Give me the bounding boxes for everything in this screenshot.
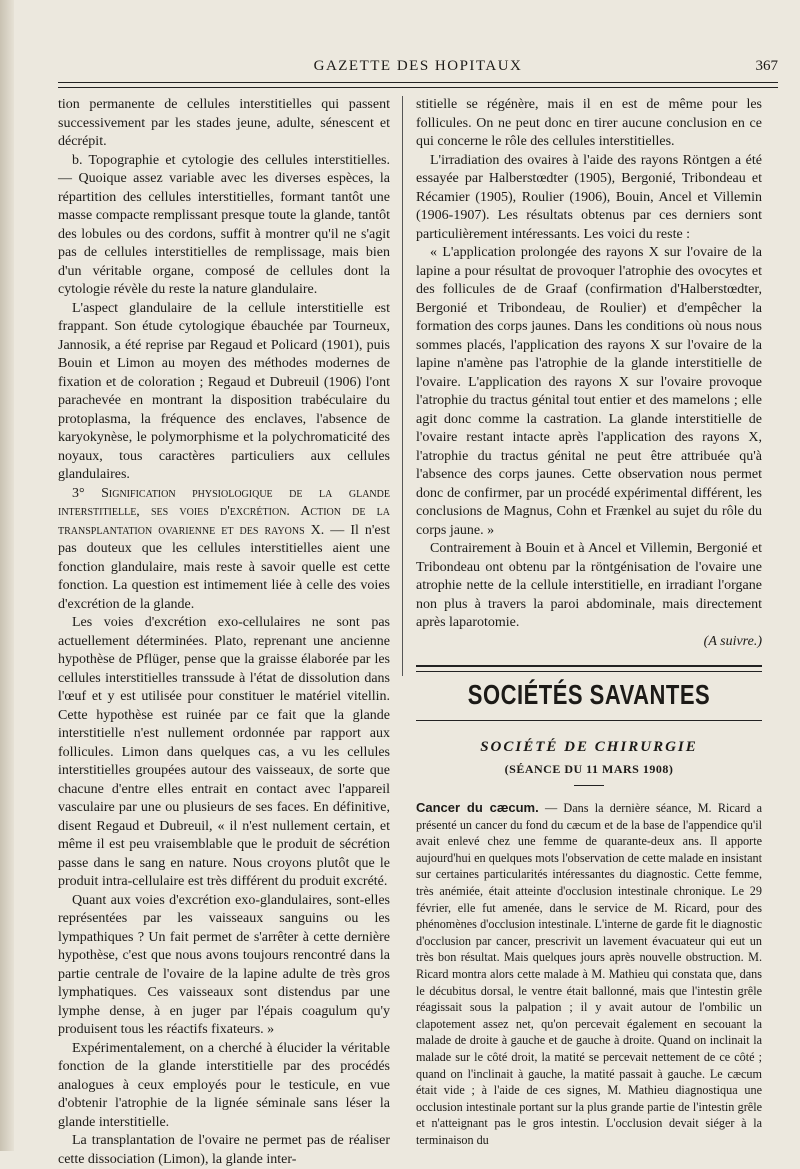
section-rule: [416, 665, 762, 672]
report-body: — Dans la dernière séance, M. Ricard a présenté un cancer du fond du cæcum et de la base de l'appendice qu'il avait enlevé chez une femme de quarante-deux ans. Il apporte aujourd'hui en quelques mots l'observation de cette malade en insistant sur certaines particularités intéressantes du diagnostic. Cette femme, très anémiée, était atteinte d'occlusion intestinale chronique. Le 29 février, elle fut amenée, dans le service de M. Ricard, pour des phénomènes d'occlusion intestinale. L'interne de garde fit le diagnostic d'occlusion par cancer, prescrivit un lavement évacuateur qui eut un très bon résultat. Mais quelques jours après nouvelle obstruction. M. Ricard montra alors cette malade à M. Mathieu qui constata que, dans le décubitus dorsal, le ventre était ballonné, mais que l'intestin grêle réagissait sous la palpation ; il y avait autour de l'ombilic un clapotement assez net, qu'on percevait également en secouant la malade de droite à gauche et de gauche à droite. Quand on inclinait la malade sur le côté droit, la matité se percevait nettement de ce côté ; quand on l'inclinait à gauche, la matité passait à gauche. Le cæcum était vide ; à l'aide de ces signes, M. Mathieu diagnostiqua une occlusion intestinale portant sur la plus grande partie de l'intestin grêle et n'atteignant pas le gros intestin. L'occlusion devait siéger à la terminaison du: [416, 801, 762, 1147]
page-binding-edge: [0, 0, 14, 1151]
section-rule-thin: [416, 720, 762, 721]
section-body: — Il n'est pas douteux que les cellules interstitielles aient une fonction glandulaire, mais reste à savoir quelle est cette fonction. La question est intimement liée à celle des voies d'excrétion de la glande.: [58, 522, 390, 612]
running-header: [58, 58, 778, 80]
paragraph: tion permanente de cellules interstitielles qui passent successivement par les stades jeune, adulte, sénescent et décrépit.: [58, 97, 390, 149]
report-title: Cancer du cæcum.: [416, 800, 539, 815]
left-column: [58, 96, 390, 1167]
short-divider: [574, 785, 604, 786]
section-heading: 3° Signification physiologique de la glande interstitielle, ses voies d'excrétion. Action de la transplantation ovarienne et des rayons X.: [58, 485, 390, 538]
paragraph: Quant aux voies d'excrétion exo-glandulaires, sont-elles représentées par les vaisseaux sanguins ou les lympathiques ? Un fait permet de s'arrêter à cette dernière hypothèse, c'est que nous avons toujours rencontré dans la partie centrale de l'ovaire de la lapine adulte de très gros lymphatiques. Ces vaisseaux sont distendus par une lymphe dense, à en juger par l'épais coagulum qu'y produisent tous les réactifs fixateurs. »: [58, 892, 390, 1037]
paragraph: L'aspect glandulaire de la cellule interstitielle est frappant. Son étude cytologique ébauchée par Tourneux, Jannosik, a été reprise par Regaud et Policard (1901), puis Bouin et Limon au moyen des méthodes modernes de fixation et de coloration ; Regaud et Dubreuil (1906) l'ont parachevée en montrant la disposition trabéculaire du protoplasma, la fréquence des enclaves, l'absence de karyokynèse, le polymorphisme et la polychromaticité des noyaux, tous caractères particuliers aux cellules glandulaires.: [58, 300, 390, 482]
paragraph: Contrairement à Bouin et à Ancel et Villemin, Bergonié et Tribondeau ont obtenu par la röntgénisation de l'ovaire une atrophie nette de la cellule interstitielle, en irradiant l'organe non plus à travers la paroi abdominale, mais directement après laparotomie.: [416, 541, 762, 630]
report-paragraph: [416, 800, 762, 1148]
societies-heading: SOCIÉTÉS SAVANTES: [467, 678, 711, 710]
paragraph: Expérimentalement, on a cherché à élucider la véritable fonction de la glande interstitielle par des procédés analogues à ceux employés pour le testicule, en vue d'obtenir l'atrophie de la lignée séminale sans léser la glande interstitielle.: [58, 1040, 390, 1130]
paragraph: stitielle se régénère, mais il en est de même pour les follicules. On ne peut donc en tirer aucune conclusion en ce qui concerne le rôle des cellules interstitielles.: [416, 97, 762, 149]
section-paragraph: [58, 485, 390, 615]
session-date: (SÉANCE DU 11 MARS 1908): [504, 762, 674, 776]
paragraph: « L'application prolongée des rayons X sur l'ovaire de la lapine a pour résultat de provoquer l'atrophie des ovocytes et des follicules de de Graaf (confirmation d'Halberstœdter, Bergonié et Tribondeau, de Roulier) et d'empêcher la formation des corps jaunes. Dans les conditions où nous nous sommes placés, l'application des rayons X sur l'ovaire de la lapine n'amène pas l'atrophie de la glande interstitielle de l'ovaire. L'application des rayons X sur l'ovaire provoque l'atrophie du tractus génital tout entier et des mamelons ; elle agit donc comme la castration. La glande interstitielle de l'ovaire restant intacte après l'application des rayons X, l'atrophie du tractus génital ne peut être attribuée qu'à l'absence des corps jaunes. Cette observation nous permet donc de confirmer, par un procédé expérimental différent, les conclusions de Magnus, Cohn et Frænkel au sujet du rôle du corps jaune. »: [416, 245, 762, 538]
right-column: [416, 96, 762, 1146]
paragraph: Les voies d'excrétion exo-cellulaires ne sont pas actuellement déterminées. Plato, reprenant une ancienne hypothèse de Pflüger, pense que la graisse élaborée par les cellules interstitielles transsude à l'état de dissolution dans l'œuf et y est utilisée pour constituer le matériel vitellin. Cette hypothèse est ruinée par ce fait que la glande interstitielle n'est nullement ordonnée par rapport aux follicules. Limon dans quelques cas, a vu les cellules interstitielles groupées autour des vaisseaux, de sorte que chacune d'entre elles entrait en contact avec l'appareil vasculaire par une ou plusieurs de ses faces. En définitive, disent Regaud et Dubreuil, « il n'est nullement certain, et même il est peu vraisemblable que le produit de sécrétion passe dans le sang en nature. Nous croyons plutôt que le produit intra-cellulaire est très différent du produit excrété.: [58, 615, 390, 889]
paragraph: b. Topographie et cytologie des cellules interstitielles. — Quoique assez variable avec les diverses espèces, la répartition des cellules interstitielles, formant tantôt une masse compacte remplissant presque toute la glande, tantôt des lobules ou des cordons, suffit à montrer qu'il ne s'agit pas de cellules interstitielles de remplissage, mais bien d'un véritable organe, composé de cellules dont la cytologie révèle du reste la nature glandulaire.: [58, 152, 390, 297]
page-number: 367: [755, 58, 778, 74]
paragraph: La transplantation de l'ovaire ne permet pas de réaliser cette dissociation (Limon), la glande inter-: [58, 1133, 390, 1167]
journal-title: GAZETTE DES HOPITAUX: [313, 58, 523, 74]
paragraph: L'irradiation des ovaires à l'aide des rayons Röntgen a été essayée par Halberstœdter (1905), Bergonié, Tribondeau et Récamier (1905), Roulier (1906), Bouin, Ancel et Villemin (1906-1907). Les résultats obtenus par ces derniers sont particulièrement intéressants. Les voici du reste :: [416, 152, 762, 242]
column-divider: [402, 96, 403, 676]
to-be-continued: (A suivre.): [703, 633, 762, 649]
society-name: SOCIÉTÉ DE CHIRURGIE: [480, 739, 698, 755]
header-rule: [58, 82, 778, 88]
